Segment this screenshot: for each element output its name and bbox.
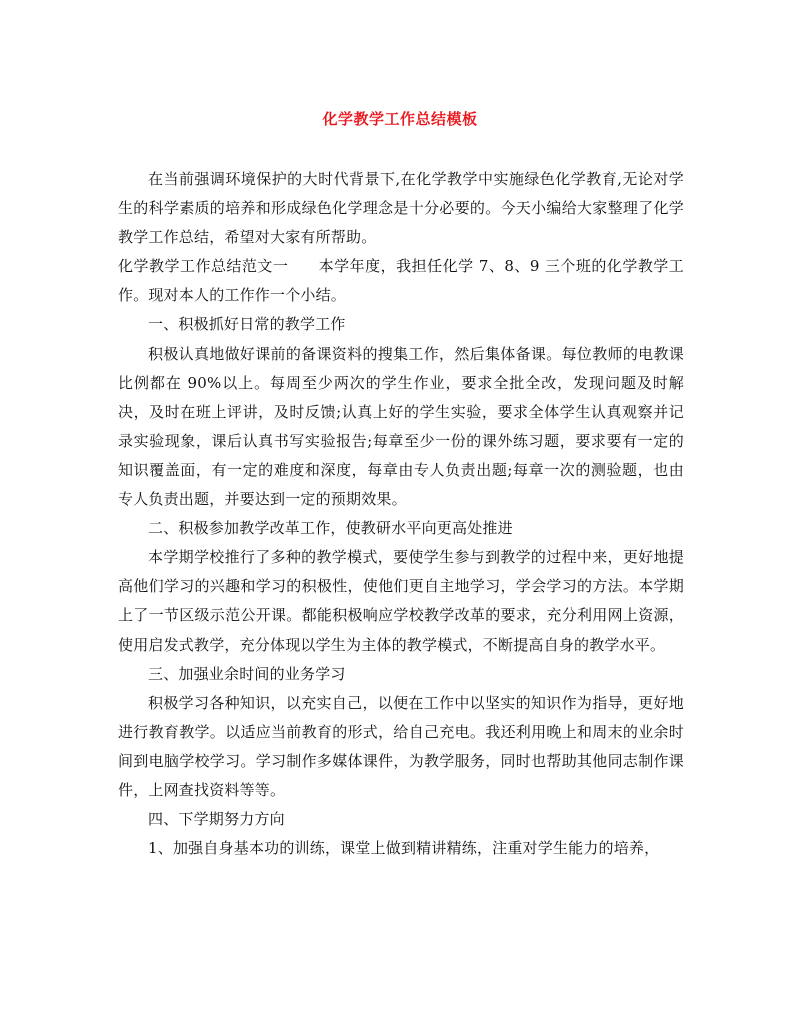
section-2-heading: 二、积极参加教学改革工作，使教研水平向更高处推进 bbox=[148, 519, 513, 538]
section-1-paragraph: 积极认真地做好课前的备课资料的搜集工作，然后集体备课。每位教师的电教课比例都在 90%以上。每周至少两次的学生作业，要求全批全改，发现问题及时解决，及时在班上评讲，及时反馈;认真上好的学生实验，要求全体学生认真观察并记录实验现象，课后认真书写实验报告;每章至少一份的课外练习题，要求要有一定的知识覆盖面，有一定的难度和深度，每章由专人负责出题;每章一次的测验题，也由专人负责出题，并要达到一定的预期效果。 bbox=[118, 344, 684, 509]
section-1-heading: 一、积极抓好日常的教学工作 bbox=[148, 315, 346, 334]
sample-label: 化学教学工作总结范文一 bbox=[118, 257, 289, 276]
section-2-paragraph: 本学期学校推行了多种的教学模式，要使学生参与到教学的过程中来，更好地提高他们学习的兴趣和学习的积极性，使他们更自主地学习，学会学习的方法。本学期上了一节区级示范公开课。都能积极响应学校教学改革的要求，充分利用网上资源，使用启发式教学，充分体现以学生为主体的教学模式，不断提高自身的教学水平。 bbox=[118, 548, 684, 654]
document-title: 化学教学工作总结模板 bbox=[322, 110, 478, 128]
section-3-heading: 三、加强业余时间的业务学习 bbox=[148, 664, 346, 683]
section-3-paragraph: 积极学习各种知识，以充实自己，以便在工作中以坚实的知识作为指导，更好地进行教育教学。以适应当前教育的形式，给自己充电。我还利用晚上和周末的业余时间到电脑学校学习。学习制作多媒体课件，为教学服务，同时也帮助其他同志制作课件，上网查找资料等等。 bbox=[118, 693, 684, 799]
sample-intro-text: 本学年度，我担任化学 7、8、9 三个班的化学教学工作。现对本人的工作作一个小结。 bbox=[118, 257, 684, 305]
section-4-paragraph: 1、加强自身基本功的训练，课堂上做到精讲精练，注重对学生能力的培养， bbox=[148, 839, 660, 858]
section-4-heading: 四、下学期努力方向 bbox=[148, 810, 285, 829]
document-body bbox=[118, 165, 684, 863]
intro-paragraph: 在当前强调环境保护的大时代背景下,在化学教学中实施绿色化学教育,无论对学生的科学素质的培养和形成绿色化学理念是十分必要的。今天小编给大家整理了化学教学工作总结，希望对大家有所帮助。 bbox=[118, 170, 684, 247]
sample-intro-paragraph bbox=[118, 252, 684, 310]
